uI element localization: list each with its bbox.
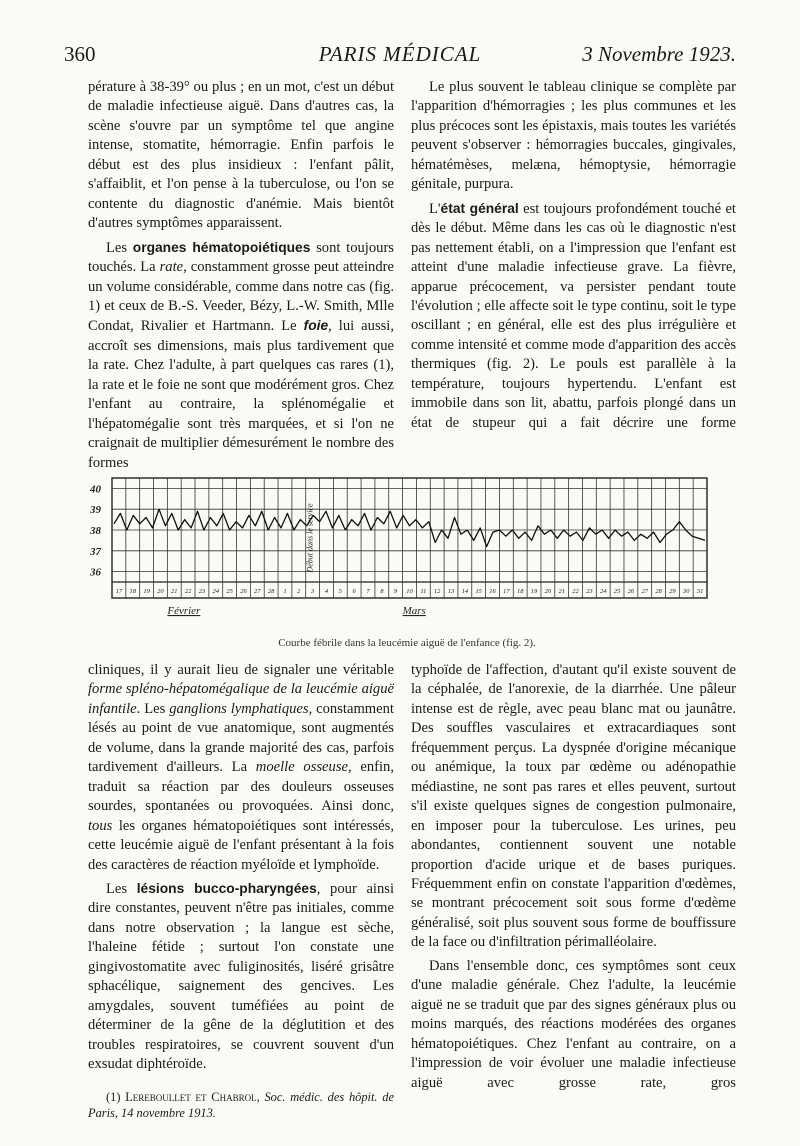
day-label: 18 — [516, 588, 524, 595]
day-label: 25 — [613, 588, 621, 595]
footnote-ref: , Soc. médic. des hôpit. de Paris, 14 novembre 1913. — [88, 1089, 394, 1120]
text: , enfin, traduit sa réaction par des douleurs osseuses sourdes, spontanées ou provoquées. Ainsi donc, — [88, 759, 394, 815]
paragraph — [88, 661, 394, 875]
y-tick-label: 38 — [90, 525, 101, 537]
day-label: 21 — [171, 588, 178, 595]
italic-term: forme spléno-hépatomégalique de la leucémie aiguë infantile — [88, 681, 394, 717]
day-label: 27 — [254, 588, 261, 595]
text: (1) — [106, 1089, 126, 1104]
bold-term: lésions bucco-pharyngées — [136, 880, 317, 896]
text: pérature à 38-39° ou plus ; en un mot, c'est un début de maladie infectieuse aiguë. Dans d'autres cas, la scène s'ouvre par un symptôme tel que angine intense, stomatite, hémorragie. Enfin parfois le début est des plus insidieux : l'enfant pâlit, s'affaiblit, et l'on pense à la tuberculose, ou l'on se contente du diagnostic d'anémie. Mais bientôt d'autres symptômes apparaissent. — [88, 79, 394, 232]
day-label: 31 — [696, 588, 704, 595]
text: Le plus souvent le tableau clinique se complète par l'apparition d'hémorragies ; les plus communes et les plus précoces sont les épistaxis, mais toutes les variétés peuvent s'observer : hémorragies buccales, gingivales, hématémèses, melæna, hémoptysie, hémorragie génitale, purpura. — [411, 79, 736, 193]
bold-term: organes hématopoiétiques — [132, 239, 311, 255]
text: cliniques, il y aurait lieu de signaler une véritable — [88, 662, 394, 678]
chart-annotation: Début dans le service — [305, 503, 315, 573]
y-tick-label: 37 — [90, 545, 101, 558]
fever-chart — [82, 470, 732, 630]
day-label: 8 — [380, 588, 384, 595]
y-tick-label: 40 — [90, 483, 101, 496]
italic-term: rate — [159, 259, 184, 276]
text: est toujours profondément touché et dès le début. Même dans les cas où le diagnostic n'est pas nettement établi, on a l'impression que l'enfant est atteint d'une maladie infectieuse grave. La fièvre, apparue précocement, va persister pendant toute l'évolution ; elle affecte soit le type continu, soit le type oscillant ; en général, elle est des plus irrégulière et comme intensité et comme mode d'apparition des accès thermiques (fig. 2). Le pouls est parallèle à la température, toujours hypertendu. L'enfant est immobile dans son lit, abattu, parfois plongé dans un état de stupeur qui a fait décrire une forme — [411, 200, 736, 431]
day-label: 21 — [558, 588, 565, 595]
day-label: 28 — [267, 588, 275, 595]
day-label: 26 — [627, 588, 635, 595]
column-top-left — [88, 78, 394, 473]
text: , constamment grosse peut atteindre un volume considérable, comme dans notre cas (fig. 1) et ceux de B.-S. Veeder, Bézy, L.-W. Smith, Mlle Condat, Rivalier et Hartmann. Le — [88, 259, 394, 335]
day-label: 9 — [394, 588, 398, 595]
day-label: 27 — [641, 588, 648, 595]
day-label: 24 — [599, 588, 607, 595]
y-tick-label: 39 — [90, 504, 101, 517]
italic-term: moelle osseuse — [255, 759, 348, 776]
column-bottom-left — [88, 661, 394, 1121]
text: , constamment lésés au point de vue anatomique, sont augmentés de volume, dans la grande majorité des cas, parfois tardivement d'ailleurs. La — [88, 700, 394, 776]
day-label: 22 — [184, 588, 192, 595]
journal-title: PARIS MÉDICAL — [318, 42, 482, 66]
paragraph — [411, 661, 736, 953]
day-label: 10 — [406, 588, 413, 595]
day-label: 20 — [157, 588, 164, 595]
page-header — [64, 42, 736, 72]
paragraph — [411, 199, 736, 433]
paragraph — [411, 78, 736, 195]
day-label: 14 — [461, 588, 469, 595]
text: sont toujours touchés. La — [88, 239, 394, 276]
issue-date: 3 Novembre 1923. — [582, 42, 736, 66]
paragraph — [88, 238, 394, 473]
column-top-right — [411, 78, 736, 433]
day-label: 20 — [544, 588, 552, 595]
day-label: 18 — [129, 588, 137, 595]
text: , pour ainsi dire constantes, peuvent n'être pas initiales, comme dans notre observation ; la langue est sèche, l'haleine fétide ; surtout l'on constate une gingivostomatite avec fuliginosités, liséré grisâtre sphacélique, saignement des gencives. Les amygdales, souvent tuméfiées au point de déterminer de la gêne de la déglutition et des troubles respiratoires, se couvrent souvent d'un exsudat diphtéroïde. — [88, 880, 395, 1073]
text: Dans l'ensemble donc, ces symptômes sont ceux d'une maladie générale. Chez l'adulte, la leucémie aiguë ne se traduit que par des signes généraux plus ou moins marqués, des réactions modérées des organes hématopoiétiques. Chez l'enfant au contraire, on a l'impression de voir évoluer une maladie infectieuse aiguë avec grosse rate, gros — [411, 957, 736, 1091]
day-label: 19 — [530, 588, 538, 595]
y-tick-label: 36 — [90, 566, 101, 579]
figure-caption: Courbe fébrile dans la leucémie aiguë de l'enfance (fig. 2). — [278, 637, 536, 649]
text: L' — [429, 200, 441, 217]
paragraph — [88, 78, 394, 234]
day-label: 16 — [489, 588, 496, 595]
month-label-february: Février — [167, 605, 201, 617]
day-label: 26 — [240, 588, 247, 595]
day-label: 25 — [226, 588, 233, 595]
day-label: 3 — [311, 588, 315, 595]
day-label: 4 — [324, 588, 329, 595]
paragraph — [88, 879, 394, 1075]
day-label: 24 — [212, 588, 220, 595]
day-label: 1 — [283, 588, 287, 595]
day-label: 19 — [143, 588, 150, 595]
day-label: 7 — [366, 588, 370, 595]
day-label: 12 — [433, 588, 441, 595]
temperature-curve — [114, 509, 705, 546]
footnote — [88, 1089, 394, 1121]
day-label: 23 — [586, 588, 593, 595]
text: . Les — [136, 700, 170, 717]
day-label: 15 — [475, 588, 482, 595]
paragraph — [411, 957, 736, 1093]
day-label: 17 — [503, 588, 510, 595]
day-label: 22 — [572, 588, 579, 595]
month-label-march: Mars — [402, 605, 426, 617]
page-number: 360 — [64, 42, 96, 66]
text: typhoïde de l'affection, d'autant qu'il existe souvent de la céphalée, de l'anorexie, de la diarrhée. Une pâleur intense est de règle, avec peau blanc mat ou jaunâtre. Des souffles vasculaires et extracardiaques sont fréquemment perçus. La dyspnée d'origine mécanique ou anémique, la toux par œdème ou adénopathie médiastine, ne sont pas rares et elles peuvent, surtout s'il existe quelques signes de congestion pulmonaire, en imposer pour la tuberculose. Les urines, peu abondantes, contiennent souvent une notable proportion d'acide urique et de bases puriques. Fréquemment enfin on constate l'apparition d'œdèmes, se montrant précocement soit sous forme d'œdème généralisé, soit plus souvent sous forme de bouffissure de la face ou d'infiltration périmalléolaire. — [411, 662, 736, 951]
text: les organes hématopoiétiques sont intéressés, cette leucémie aiguë de l'enfant présentant à la fois des caractères de réaction myéloïde et lymphoïde. — [88, 817, 394, 873]
italic-term: foie — [303, 318, 329, 334]
day-label: 5 — [338, 588, 342, 595]
day-label: 13 — [447, 588, 455, 595]
day-label: 6 — [352, 588, 356, 595]
day-label: 30 — [682, 588, 690, 595]
text: Les — [106, 880, 137, 897]
day-label: 2 — [297, 588, 301, 595]
day-label: 17 — [115, 588, 123, 595]
column-bottom-right — [411, 661, 736, 1093]
text: , lui aussi, accroît ses dimensions, mais plus tardivement que la rate. Chez l'adulte, à part quelques cas rares (1), la rate et le foie ne sont que modérément gros. Chez l'enfant au contraire, la splénomégalie et l'hépatomégalie sont très marquées, et si l'on ne craignait de multiplier démesurément le nombre des formes — [88, 318, 394, 471]
italic-term: ganglions lymphatiques — [169, 700, 309, 717]
day-label: 11 — [420, 588, 427, 595]
day-label: 28 — [655, 588, 662, 595]
text: Les — [106, 239, 133, 256]
chart-frame — [112, 478, 707, 598]
footnote-authors: Lereboullet et Chabrol — [125, 1089, 257, 1104]
italic-term: tous — [88, 817, 113, 834]
day-label: 29 — [669, 588, 676, 595]
bold-term: état général — [440, 200, 519, 216]
day-label: 23 — [198, 588, 206, 595]
